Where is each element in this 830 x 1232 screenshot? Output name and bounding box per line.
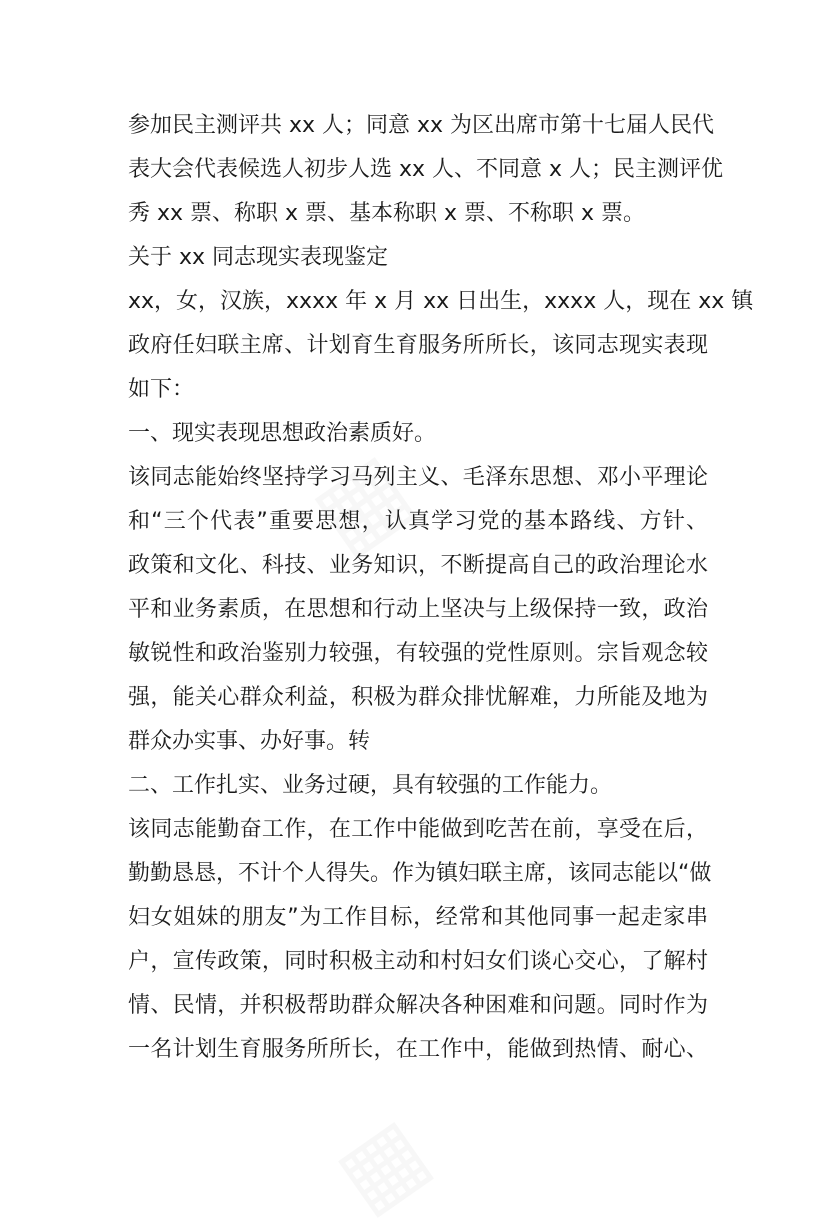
text-line-9: 该同志能始终坚持学习马列主义、毛泽东思想、邓小平理论 (128, 465, 708, 490)
text-line-17: 该同志能勤奋工作，在工作中能做到吃苦在前，享受在后， (128, 817, 708, 842)
text-line-15: 群众办实事、办好事。转 (128, 729, 371, 754)
text-line-11: 政策和文化、科技、业务知识，不断提高自己的政治理论水 (128, 553, 708, 578)
section-title: 关于 xx 同志现实表现鉴定 (128, 245, 389, 270)
text-line-18: 勤勤恳恳，不计个人得失。作为镇妇联主席，该同志能以“做 (128, 861, 712, 886)
text-line-14: 强，能关心群众利益，积极为群众排忧解难，力所能及地为 (128, 685, 708, 710)
text-line-12: 平和业务素质，在思想和行动上坚决与上级保持一致，政治 (128, 597, 708, 622)
text-line-3: 秀 xx 票、称职 x 票、基本称职 x 票、不称职 x 票。 (128, 201, 646, 226)
text-line-1: 参加民主测评共 xx 人；同意 xx 为区出席市第十七届人民代 (128, 113, 715, 138)
text-line-6: 政府任妇联主席、计划育生育服务所所长，该同志现实表现 (128, 333, 708, 358)
text-line-5: xx，女，汉族，xxxx 年 x 月 xx 日出生，xxxx 人，现在 xx 镇 (128, 289, 754, 314)
watermark-bottom: ▦ (317, 1096, 447, 1232)
text-line-2: 表大会代表候选人初步人选 xx 人、不同意 x 人；民主测评优 (128, 157, 724, 182)
heading-1: 一、现实表现思想政治素质好。 (128, 421, 437, 446)
text-line-7: 如下： (128, 377, 195, 402)
text-line-20: 户，宣传政策，同时积极主动和村妇女们谈心交心，了解村 (128, 949, 708, 974)
text-line-10: 和“三个代表”重要思想，认真学习党的基本路线、方针、 (128, 509, 708, 534)
text-line-19: 妇女姐妹的朋友”为工作目标，经常和其他同事一起走家串 (128, 905, 708, 930)
heading-2: 二、工作扎实、业务过硬，具有较强的工作能力。 (128, 773, 613, 798)
text-line-21: 情、民情，并积极帮助群众解决各种困难和问题。同时作为 (128, 993, 708, 1018)
watermark: ▦ (291, 429, 431, 574)
text-line-13: 敏锐性和政治鉴别力较强，有较强的党性原则。宗旨观念较 (128, 641, 708, 666)
text-line-22: 一名计划生育服务所所长，在工作中，能做到热情、耐心、 (128, 1037, 708, 1062)
